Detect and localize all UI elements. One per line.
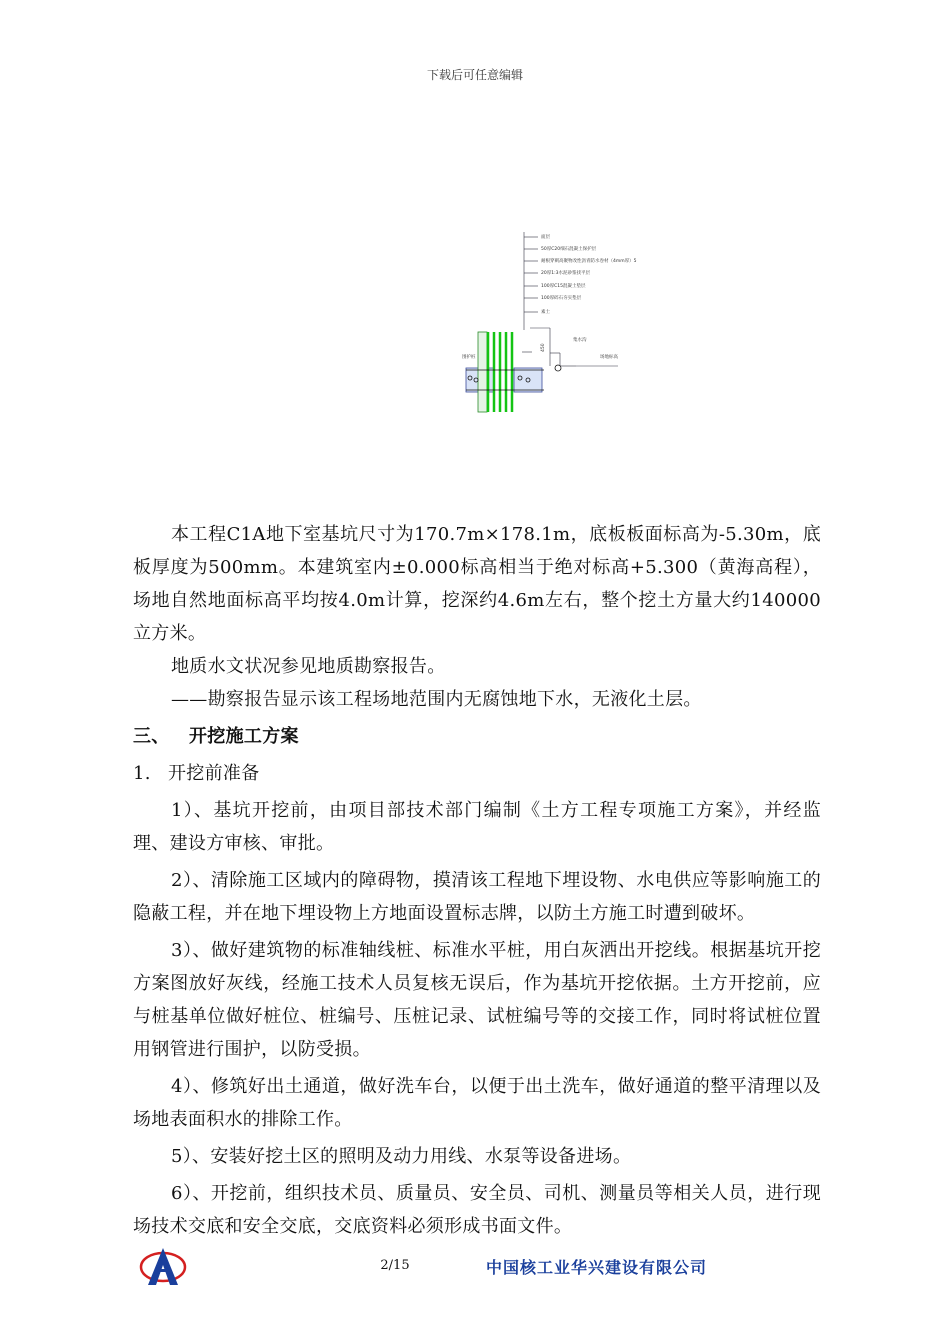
list-item: 1）、基坑开挖前，由项目部技术部门编制《土方工程专项施工方案》，并经监理、建设方审核、审批。 [133, 800, 821, 854]
paragraph-intro: 本工程C1A地下室基坑尺寸为170.7m×178.1m，底板板面标高为-5.30m，底板厚度为500mm。本建筑室内±0.000标高相当于绝对标高+5.300（黄海高程），场地自然地面标高平均按4.0m计算，挖深约4.6m左右，整个挖土方量大约140000立方米。 [133, 524, 821, 644]
section-drawing [448, 228, 648, 418]
paragraph-survey: ——勘察报告显示该工程场地范围内无腐蚀地下水，无液化土层。 [171, 689, 702, 710]
layer-label: 100厚碎石夯实垫层 [541, 296, 582, 301]
company-name: 中国核工业华兴建设有限公司 [486, 1258, 708, 1277]
subsection-heading [133, 757, 821, 790]
layer-label: 素土 [541, 310, 550, 315]
header-watermark: 下载后可任意编辑 [426, 68, 523, 82]
list-item: 2）、清除施工区域内的障碍物，摸清该工程地下埋设物、水电供应等影响施工的隐蔽工程，并在地下埋设物上方地面设置标志牌，以防土方施工时遭到破坏。 [133, 870, 821, 924]
company-logo-icon [138, 1245, 188, 1287]
layer-label: 面层 [541, 235, 550, 240]
layer-label: 100厚C15混凝土垫层 [541, 284, 586, 289]
list-item: 6）、开挖前，组织技术员、质量员、安全员、司机、测量员等相关人员，进行现场技术交底和安全交底，交底资料必须形成书面文件。 [133, 1183, 821, 1237]
page-number: 2/15 [380, 1258, 410, 1273]
list-item: 4）、修筑好出土通道，做好洗车台，以便于出土洗车，做好通道的整平清理以及场地表面积水的排除工作。 [133, 1076, 821, 1130]
list-item: 3）、做好建筑物的标准轴线桩、标准水平桩，用白灰洒出开挖线。根据基坑开挖方案图放好灰线，经施工技术人员复核无误后，作为基坑开挖依据。土方开挖前，应与桩基单位做好桩位、桩编号、压桩记录、试桩编号等的交接工作，同时将试桩位置用钢管进行围护，以防受损。 [133, 940, 821, 1060]
paragraph-geology: 地质水文状况参见地质勘察报告。 [171, 656, 446, 677]
list-item: 5）、安装好挖土区的照明及动力用线、水泵等设备进场。 [171, 1146, 632, 1167]
right-label-2: 场地标高 [600, 355, 618, 360]
section-title: 开挖施工方案 [189, 726, 299, 747]
right-label-1: 集水沟 [573, 338, 587, 343]
subsection-number: 1. [133, 763, 151, 784]
layer-label: 20厚1:3水泥砂浆找平层 [541, 271, 590, 276]
left-label: 围护桩 [462, 355, 476, 360]
section-heading [133, 720, 821, 753]
layer-label: 耐根穿刺高聚物改性沥青防水卷材（4mm厚）5 [541, 259, 637, 264]
dimension-label: 450 [541, 343, 546, 352]
section-number: 三、 [133, 726, 170, 747]
layer-label: 50厚C20细石混凝土保护层 [541, 247, 597, 252]
document-body [133, 518, 821, 1243]
subsection-title: 开挖前准备 [168, 763, 260, 784]
